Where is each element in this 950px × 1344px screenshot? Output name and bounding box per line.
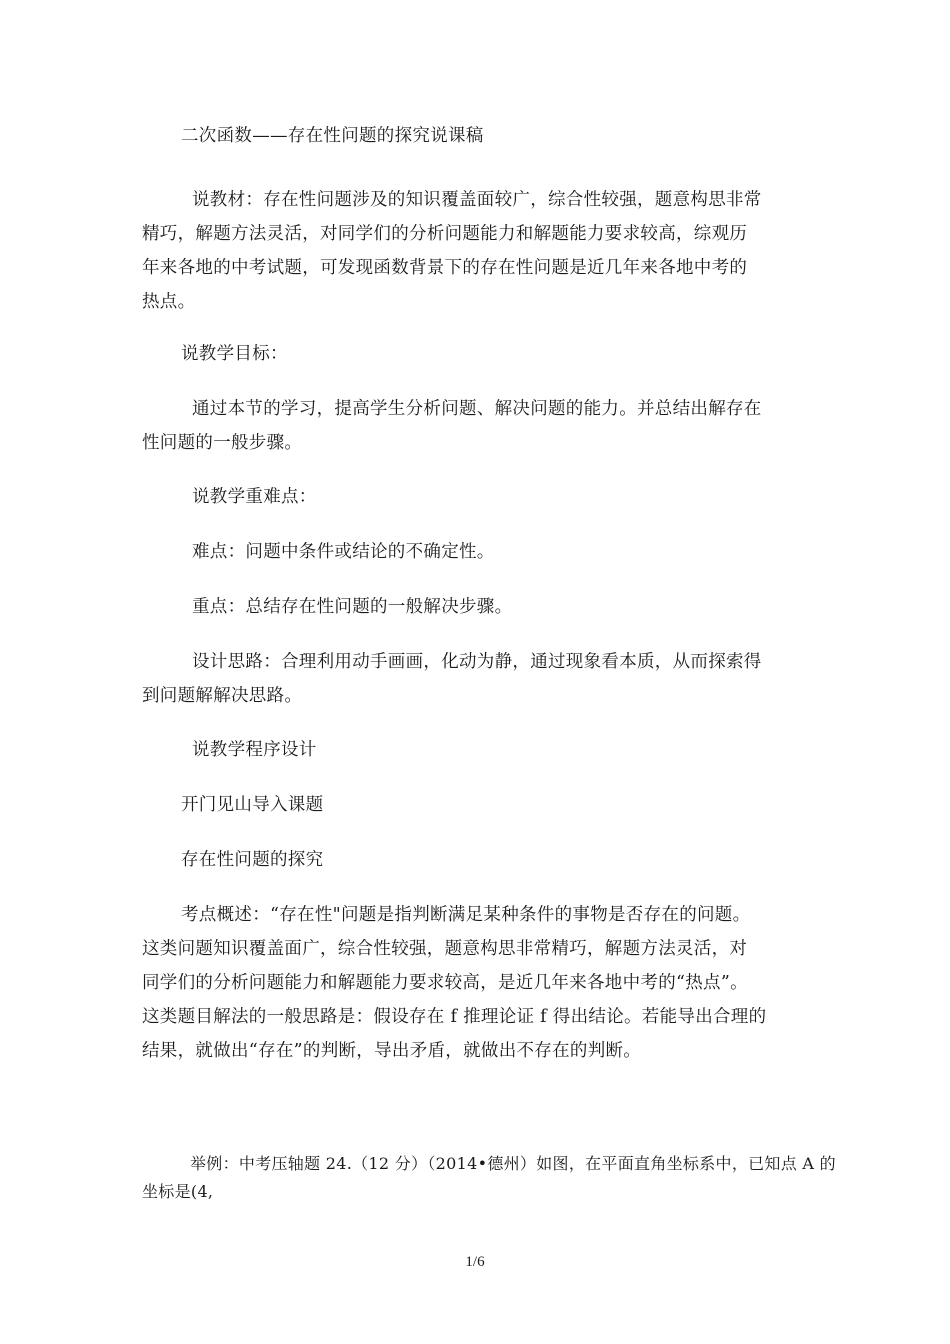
heading-existence-exploration: 存在性问题的探究 <box>181 850 324 870</box>
paragraph-example: 举例：中考压轴题 24.（12 分）（2014•德州）如图，在平面直角坐标系中，已知点 A 的 坐标是(4, <box>142 1154 836 1201</box>
paragraph-design: 设计思路：合理利用动手画画，化动为静，通过现象看本质，从而探索得 到问题解解决思路。 <box>142 652 762 706</box>
page-number: 1/6 <box>465 1254 485 1270</box>
paragraph-textbook: 说教材：存在性问题涉及的知识覆盖面较广，综合性较强，题意构思非常 精巧，解题方法灵活，对同学们的分析问题能力和解题能力要求较高，综观历 年来各地的中考试题，可发现函数背景下的存在性问题是近几年来各地中考的 热点。 <box>142 190 762 312</box>
document-title: 二次函数——存在性问题的探究说课稿 <box>181 126 484 146</box>
heading-introduction: 开门见山导入课题 <box>181 795 324 815</box>
heading-key-points: 说教学重难点： <box>192 487 317 507</box>
heading-teaching-goals: 说教学目标： <box>181 344 288 364</box>
paragraph-overview: 考点概述：“存在性"问题是指判断满足某种条件的事物是否存在的问题。 这类问题知识覆盖面广，综合性较强，题意构思非常精巧，解题方法灵活，对 同学们的分析问题能力和解题能力要求较高，是近几年来各地中考的“热点”。 这类题目解法的一般思路是：假设存在 f 推理论证 f 得出结论。若能导出合理的 结果，就做出“存在”的判断，导出矛盾，就做出不存在的判断。 <box>142 905 767 1061</box>
paragraph-difficulty: 难点：问题中条件或结论的不确定性。 <box>192 542 495 562</box>
heading-procedure: 说教学程序设计 <box>192 740 317 760</box>
paragraph-goals: 通过本节的学习，提高学生分析问题、解决问题的能力。并总结出解存在 性问题的一般步骤。 <box>142 399 762 453</box>
paragraph-focus: 重点：总结存在性问题的一般解决步骤。 <box>192 597 513 617</box>
